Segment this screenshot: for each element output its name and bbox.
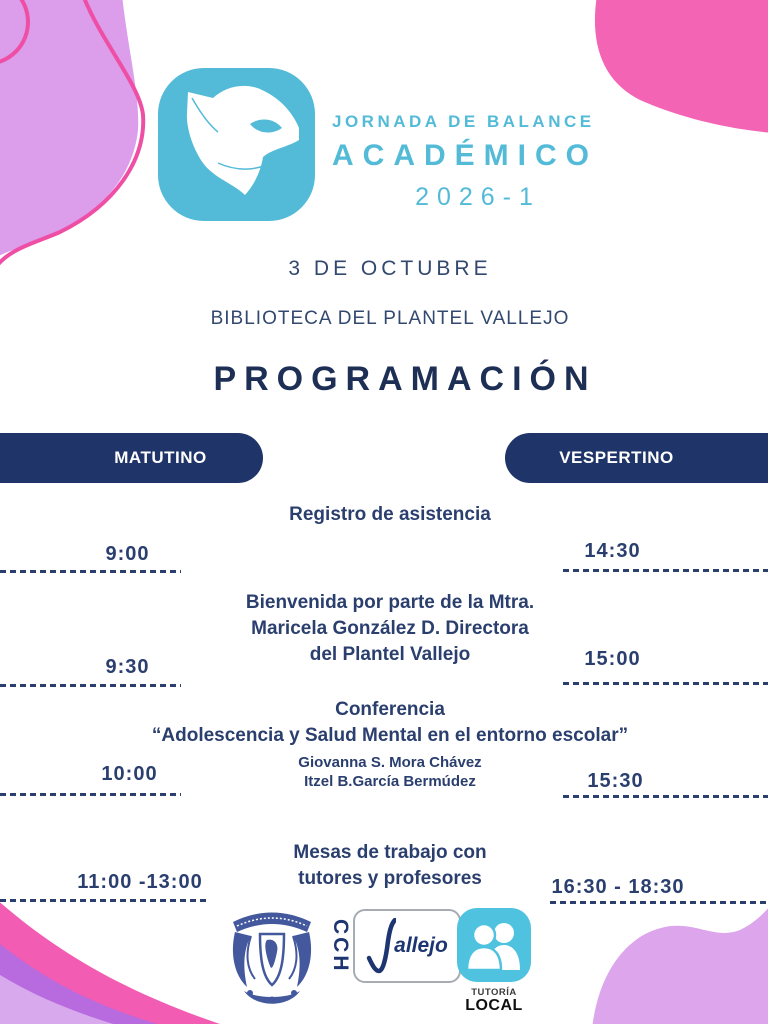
time-evening-row2: 15:00 (584, 648, 641, 670)
vallejo-label: allejo (394, 934, 448, 957)
title-line-3: 2026-1 (415, 183, 541, 211)
divider-evening-row4 (550, 901, 768, 904)
time-evening-row1: 14:30 (584, 540, 641, 562)
people-icon (457, 908, 531, 982)
title-block (332, 112, 624, 212)
speaker-name: Giovanna S. Mora Chávez (298, 754, 482, 771)
event-line: “Adolescencia y Salud Mental en el entorno escolar” (151, 725, 629, 746)
tutoria-label: TUTORÍA (471, 987, 517, 998)
divider-evening-row2 (563, 682, 768, 685)
section-title: PROGRAMACIÓN (213, 360, 597, 398)
time-evening-row3: 15:30 (587, 770, 644, 792)
vallejo-box (353, 909, 461, 983)
event-line: tutores y profesores (298, 868, 482, 889)
tutoria-local-icon (457, 908, 531, 982)
local-label: LOCAL (465, 997, 523, 1014)
title-line-2: ACADÉMICO (332, 139, 598, 172)
event-line: Bienvenida por parte de la Mtra. (245, 592, 535, 613)
bottom-right-blob (592, 903, 768, 1024)
time-morning-row4: 11:00 -13:00 (77, 871, 203, 893)
divider-evening-row1 (563, 569, 768, 572)
top-left-blob (0, 0, 138, 258)
event-line: Maricela González D. Directora (251, 618, 529, 639)
cch-vertical-label: CCH (329, 918, 352, 974)
cch-vallejo-logo (330, 909, 461, 983)
event-line: Mesas de trabajo con (293, 842, 487, 863)
title-line-1: JORNADA DE BALANCE (332, 112, 595, 131)
event-title-row1 (96, 502, 684, 528)
event-venue: BIBLIOTECA DEL PLANTEL VALLEJO (210, 308, 570, 329)
speaker-name: Itzel B.García Bermúdez (304, 773, 476, 790)
time-morning-row1: 9:00 (105, 543, 150, 565)
tutoria-local-logo (456, 908, 532, 1015)
time-morning-row2: 9:30 (105, 656, 150, 678)
time-morning-row3: 10:00 (101, 763, 158, 785)
time-evening-row4: 16:30 - 18:30 (551, 876, 685, 898)
divider-morning-row4 (0, 899, 207, 902)
divider-morning-row1 (0, 570, 181, 573)
divider-evening-row3 (563, 795, 768, 798)
divider-morning-row2 (0, 684, 181, 687)
event-line: Registro de asistencia (289, 504, 491, 525)
column-header-matutino (0, 433, 263, 483)
unam-crest-icon (226, 901, 318, 1015)
event-line: del Plantel Vallejo (309, 644, 471, 665)
divider-morning-row3 (0, 793, 181, 796)
matutino-label: MATUTINO (114, 448, 207, 467)
event-date: 3 DE OCTUBRE (288, 257, 492, 280)
vespertino-label: VESPERTINO (559, 448, 674, 467)
event-line: Conferencia (335, 699, 445, 720)
column-header-vespertino (505, 433, 768, 483)
vallejo-v-icon (366, 918, 396, 974)
puma-logo-icon (158, 68, 315, 221)
